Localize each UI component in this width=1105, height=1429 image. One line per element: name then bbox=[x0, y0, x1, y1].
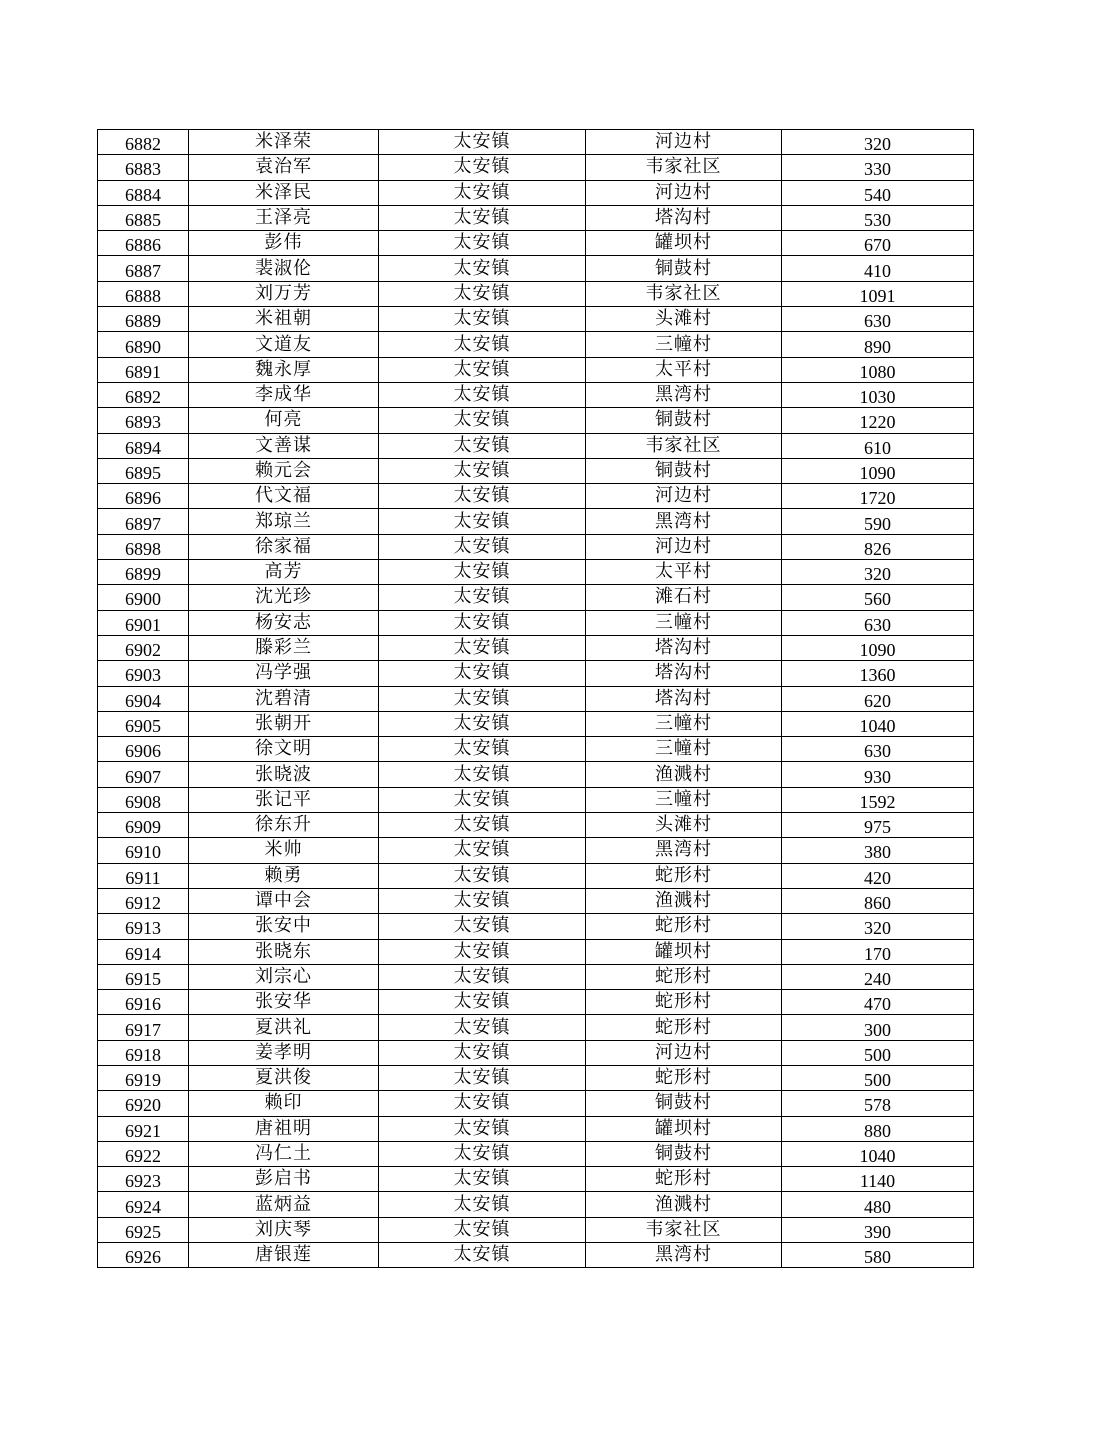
row-name-cell: 徐东升 bbox=[189, 813, 379, 838]
row-name-cell: 徐文明 bbox=[189, 737, 379, 762]
row-village-cell: 韦家社区 bbox=[586, 155, 782, 180]
row-id-cell: 6909 bbox=[98, 813, 189, 838]
row-village-cell: 黑湾村 bbox=[586, 838, 782, 863]
table-row bbox=[98, 686, 974, 711]
row-id-cell: 6897 bbox=[98, 509, 189, 534]
row-name-cell: 张晓东 bbox=[189, 939, 379, 964]
row-id-cell: 6901 bbox=[98, 610, 189, 635]
row-town-cell: 太安镇 bbox=[379, 1192, 586, 1217]
table-row bbox=[98, 1192, 974, 1217]
row-town-cell: 太安镇 bbox=[379, 1141, 586, 1166]
row-name-cell: 彭伟 bbox=[189, 231, 379, 256]
row-name-cell: 谭中会 bbox=[189, 888, 379, 913]
row-town-cell: 太安镇 bbox=[379, 737, 586, 762]
row-name-cell: 张朝开 bbox=[189, 711, 379, 736]
row-name-cell: 刘万芳 bbox=[189, 281, 379, 306]
row-village-cell: 铜鼓村 bbox=[586, 1141, 782, 1166]
row-village-cell: 河边村 bbox=[586, 180, 782, 205]
row-town-cell: 太安镇 bbox=[379, 964, 586, 989]
row-amount-cell: 530 bbox=[782, 205, 974, 230]
table-row bbox=[98, 458, 974, 483]
row-id-cell: 6919 bbox=[98, 1065, 189, 1090]
row-amount-cell: 390 bbox=[782, 1217, 974, 1242]
row-amount-cell: 1220 bbox=[782, 408, 974, 433]
table-row bbox=[98, 711, 974, 736]
row-id-cell: 6900 bbox=[98, 585, 189, 610]
row-village-cell: 三幢村 bbox=[586, 787, 782, 812]
row-amount-cell: 470 bbox=[782, 990, 974, 1015]
table-row bbox=[98, 787, 974, 812]
table-row bbox=[98, 939, 974, 964]
table-row bbox=[98, 1243, 974, 1268]
row-name-cell: 郑琼兰 bbox=[189, 509, 379, 534]
row-town-cell: 太安镇 bbox=[379, 256, 586, 281]
row-village-cell: 蛇形村 bbox=[586, 964, 782, 989]
table-row bbox=[98, 1141, 974, 1166]
row-village-cell: 蛇形村 bbox=[586, 1065, 782, 1090]
row-name-cell: 张安华 bbox=[189, 990, 379, 1015]
row-amount-cell: 1040 bbox=[782, 1141, 974, 1166]
row-name-cell: 米帅 bbox=[189, 838, 379, 863]
row-id-cell: 6910 bbox=[98, 838, 189, 863]
row-name-cell: 夏洪礼 bbox=[189, 1015, 379, 1040]
row-town-cell: 太安镇 bbox=[379, 838, 586, 863]
row-amount-cell: 540 bbox=[782, 180, 974, 205]
row-name-cell: 姜孝明 bbox=[189, 1040, 379, 1065]
row-name-cell: 冯学强 bbox=[189, 661, 379, 686]
table-row bbox=[98, 281, 974, 306]
row-town-cell: 太安镇 bbox=[379, 1243, 586, 1268]
row-id-cell: 6915 bbox=[98, 964, 189, 989]
row-town-cell: 太安镇 bbox=[379, 281, 586, 306]
row-id-cell: 6891 bbox=[98, 357, 189, 382]
row-town-cell: 太安镇 bbox=[379, 813, 586, 838]
table-row bbox=[98, 534, 974, 559]
table-row bbox=[98, 661, 974, 686]
table-row bbox=[98, 888, 974, 913]
row-id-cell: 6911 bbox=[98, 863, 189, 888]
table-row bbox=[98, 231, 974, 256]
row-name-cell: 张记平 bbox=[189, 787, 379, 812]
row-amount-cell: 1090 bbox=[782, 635, 974, 660]
row-name-cell: 高芳 bbox=[189, 560, 379, 585]
row-id-cell: 6924 bbox=[98, 1192, 189, 1217]
row-id-cell: 6917 bbox=[98, 1015, 189, 1040]
row-id-cell: 6896 bbox=[98, 484, 189, 509]
row-name-cell: 徐家福 bbox=[189, 534, 379, 559]
row-amount-cell: 560 bbox=[782, 585, 974, 610]
row-id-cell: 6920 bbox=[98, 1091, 189, 1116]
row-name-cell: 裴淑伦 bbox=[189, 256, 379, 281]
row-name-cell: 彭启书 bbox=[189, 1167, 379, 1192]
row-amount-cell: 500 bbox=[782, 1065, 974, 1090]
row-town-cell: 太安镇 bbox=[379, 661, 586, 686]
row-id-cell: 6913 bbox=[98, 914, 189, 939]
table-row bbox=[98, 560, 974, 585]
row-id-cell: 6889 bbox=[98, 307, 189, 332]
row-town-cell: 太安镇 bbox=[379, 1116, 586, 1141]
row-amount-cell: 380 bbox=[782, 838, 974, 863]
row-name-cell: 袁治军 bbox=[189, 155, 379, 180]
row-village-cell: 河边村 bbox=[586, 1040, 782, 1065]
row-name-cell: 王泽亮 bbox=[189, 205, 379, 230]
row-name-cell: 米泽民 bbox=[189, 180, 379, 205]
table-row bbox=[98, 1116, 974, 1141]
row-id-cell: 6883 bbox=[98, 155, 189, 180]
row-id-cell: 6907 bbox=[98, 762, 189, 787]
table-row bbox=[98, 838, 974, 863]
table-row bbox=[98, 1065, 974, 1090]
row-town-cell: 太安镇 bbox=[379, 610, 586, 635]
row-town-cell: 太安镇 bbox=[379, 130, 586, 155]
table-row bbox=[98, 635, 974, 660]
row-id-cell: 6926 bbox=[98, 1243, 189, 1268]
row-name-cell: 李成华 bbox=[189, 382, 379, 407]
row-village-cell: 太平村 bbox=[586, 560, 782, 585]
row-name-cell: 杨安志 bbox=[189, 610, 379, 635]
row-id-cell: 6902 bbox=[98, 635, 189, 660]
row-town-cell: 太安镇 bbox=[379, 484, 586, 509]
row-town-cell: 太安镇 bbox=[379, 635, 586, 660]
row-name-cell: 魏永厚 bbox=[189, 357, 379, 382]
row-amount-cell: 890 bbox=[782, 332, 974, 357]
row-name-cell: 冯仁土 bbox=[189, 1141, 379, 1166]
row-village-cell: 韦家社区 bbox=[586, 281, 782, 306]
row-name-cell: 滕彩兰 bbox=[189, 635, 379, 660]
row-village-cell: 头滩村 bbox=[586, 307, 782, 332]
row-amount-cell: 630 bbox=[782, 610, 974, 635]
table-row bbox=[98, 737, 974, 762]
row-village-cell: 铜鼓村 bbox=[586, 256, 782, 281]
row-village-cell: 黑湾村 bbox=[586, 1243, 782, 1268]
row-name-cell: 赖勇 bbox=[189, 863, 379, 888]
row-village-cell: 韦家社区 bbox=[586, 1217, 782, 1242]
row-amount-cell: 420 bbox=[782, 863, 974, 888]
row-id-cell: 6912 bbox=[98, 888, 189, 913]
row-village-cell: 铜鼓村 bbox=[586, 1091, 782, 1116]
row-id-cell: 6906 bbox=[98, 737, 189, 762]
row-town-cell: 太安镇 bbox=[379, 560, 586, 585]
row-village-cell: 河边村 bbox=[586, 130, 782, 155]
row-name-cell: 何亮 bbox=[189, 408, 379, 433]
row-town-cell: 太安镇 bbox=[379, 205, 586, 230]
table-row bbox=[98, 610, 974, 635]
row-village-cell: 韦家社区 bbox=[586, 433, 782, 458]
table-row bbox=[98, 1015, 974, 1040]
table-row bbox=[98, 1040, 974, 1065]
row-name-cell: 赖印 bbox=[189, 1091, 379, 1116]
row-id-cell: 6908 bbox=[98, 787, 189, 812]
row-id-cell: 6922 bbox=[98, 1141, 189, 1166]
row-amount-cell: 620 bbox=[782, 686, 974, 711]
row-town-cell: 太安镇 bbox=[379, 357, 586, 382]
row-town-cell: 太安镇 bbox=[379, 914, 586, 939]
row-amount-cell: 500 bbox=[782, 1040, 974, 1065]
table-row bbox=[98, 357, 974, 382]
row-name-cell: 文道友 bbox=[189, 332, 379, 357]
row-id-cell: 6905 bbox=[98, 711, 189, 736]
row-town-cell: 太安镇 bbox=[379, 863, 586, 888]
row-village-cell: 三幢村 bbox=[586, 332, 782, 357]
row-village-cell: 蛇形村 bbox=[586, 914, 782, 939]
row-town-cell: 太安镇 bbox=[379, 180, 586, 205]
row-village-cell: 塔沟村 bbox=[586, 661, 782, 686]
row-id-cell: 6921 bbox=[98, 1116, 189, 1141]
row-town-cell: 太安镇 bbox=[379, 1065, 586, 1090]
row-amount-cell: 1720 bbox=[782, 484, 974, 509]
row-village-cell: 河边村 bbox=[586, 534, 782, 559]
row-name-cell: 米泽荣 bbox=[189, 130, 379, 155]
table-row bbox=[98, 762, 974, 787]
row-village-cell: 三幢村 bbox=[586, 711, 782, 736]
row-amount-cell: 630 bbox=[782, 307, 974, 332]
row-town-cell: 太安镇 bbox=[379, 1015, 586, 1040]
row-amount-cell: 930 bbox=[782, 762, 974, 787]
table-row bbox=[98, 914, 974, 939]
row-village-cell: 罐坝村 bbox=[586, 1116, 782, 1141]
row-id-cell: 6914 bbox=[98, 939, 189, 964]
row-amount-cell: 170 bbox=[782, 939, 974, 964]
row-id-cell: 6887 bbox=[98, 256, 189, 281]
row-id-cell: 6923 bbox=[98, 1167, 189, 1192]
row-town-cell: 太安镇 bbox=[379, 762, 586, 787]
row-village-cell: 头滩村 bbox=[586, 813, 782, 838]
row-amount-cell: 1140 bbox=[782, 1167, 974, 1192]
table-row bbox=[98, 307, 974, 332]
row-id-cell: 6893 bbox=[98, 408, 189, 433]
row-id-cell: 6892 bbox=[98, 382, 189, 407]
row-id-cell: 6903 bbox=[98, 661, 189, 686]
table-row bbox=[98, 433, 974, 458]
table-row bbox=[98, 180, 974, 205]
row-id-cell: 6904 bbox=[98, 686, 189, 711]
row-name-cell: 张晓波 bbox=[189, 762, 379, 787]
row-amount-cell: 670 bbox=[782, 231, 974, 256]
table-row bbox=[98, 205, 974, 230]
row-amount-cell: 480 bbox=[782, 1192, 974, 1217]
row-amount-cell: 590 bbox=[782, 509, 974, 534]
row-amount-cell: 826 bbox=[782, 534, 974, 559]
row-amount-cell: 1360 bbox=[782, 661, 974, 686]
row-id-cell: 6918 bbox=[98, 1040, 189, 1065]
row-amount-cell: 860 bbox=[782, 888, 974, 913]
row-id-cell: 6888 bbox=[98, 281, 189, 306]
row-village-cell: 渔溅村 bbox=[586, 888, 782, 913]
table-row bbox=[98, 813, 974, 838]
row-id-cell: 6898 bbox=[98, 534, 189, 559]
row-town-cell: 太安镇 bbox=[379, 332, 586, 357]
row-town-cell: 太安镇 bbox=[379, 458, 586, 483]
row-town-cell: 太安镇 bbox=[379, 990, 586, 1015]
row-village-cell: 铜鼓村 bbox=[586, 458, 782, 483]
row-name-cell: 代文福 bbox=[189, 484, 379, 509]
row-town-cell: 太安镇 bbox=[379, 382, 586, 407]
row-name-cell: 文善谋 bbox=[189, 433, 379, 458]
row-town-cell: 太安镇 bbox=[379, 534, 586, 559]
row-town-cell: 太安镇 bbox=[379, 307, 586, 332]
table-row bbox=[98, 1167, 974, 1192]
row-id-cell: 6916 bbox=[98, 990, 189, 1015]
row-amount-cell: 1592 bbox=[782, 787, 974, 812]
row-town-cell: 太安镇 bbox=[379, 888, 586, 913]
row-id-cell: 6884 bbox=[98, 180, 189, 205]
row-name-cell: 蓝炳益 bbox=[189, 1192, 379, 1217]
row-town-cell: 太安镇 bbox=[379, 433, 586, 458]
table-row bbox=[98, 863, 974, 888]
row-id-cell: 6885 bbox=[98, 205, 189, 230]
row-name-cell: 夏洪俊 bbox=[189, 1065, 379, 1090]
table-row bbox=[98, 964, 974, 989]
row-town-cell: 太安镇 bbox=[379, 408, 586, 433]
row-town-cell: 太安镇 bbox=[379, 1217, 586, 1242]
row-town-cell: 太安镇 bbox=[379, 231, 586, 256]
row-village-cell: 滩石村 bbox=[586, 585, 782, 610]
row-id-cell: 6925 bbox=[98, 1217, 189, 1242]
row-amount-cell: 630 bbox=[782, 737, 974, 762]
row-amount-cell: 1090 bbox=[782, 458, 974, 483]
row-town-cell: 太安镇 bbox=[379, 1091, 586, 1116]
row-amount-cell: 300 bbox=[782, 1015, 974, 1040]
row-id-cell: 6894 bbox=[98, 433, 189, 458]
row-town-cell: 太安镇 bbox=[379, 1167, 586, 1192]
row-village-cell: 蛇形村 bbox=[586, 863, 782, 888]
row-amount-cell: 320 bbox=[782, 914, 974, 939]
table-row bbox=[98, 408, 974, 433]
row-amount-cell: 410 bbox=[782, 256, 974, 281]
table-row bbox=[98, 256, 974, 281]
row-town-cell: 太安镇 bbox=[379, 711, 586, 736]
row-amount-cell: 578 bbox=[782, 1091, 974, 1116]
row-village-cell: 塔沟村 bbox=[586, 205, 782, 230]
row-amount-cell: 975 bbox=[782, 813, 974, 838]
row-name-cell: 赖元会 bbox=[189, 458, 379, 483]
table-row bbox=[98, 990, 974, 1015]
row-town-cell: 太安镇 bbox=[379, 1040, 586, 1065]
row-amount-cell: 320 bbox=[782, 560, 974, 585]
row-name-cell: 刘庆琴 bbox=[189, 1217, 379, 1242]
row-town-cell: 太安镇 bbox=[379, 686, 586, 711]
row-id-cell: 6895 bbox=[98, 458, 189, 483]
records-body bbox=[98, 130, 974, 1268]
table-row bbox=[98, 382, 974, 407]
row-amount-cell: 880 bbox=[782, 1116, 974, 1141]
row-amount-cell: 610 bbox=[782, 433, 974, 458]
row-amount-cell: 240 bbox=[782, 964, 974, 989]
row-village-cell: 黑湾村 bbox=[586, 382, 782, 407]
row-name-cell: 张安中 bbox=[189, 914, 379, 939]
row-id-cell: 6886 bbox=[98, 231, 189, 256]
row-amount-cell: 580 bbox=[782, 1243, 974, 1268]
table-row bbox=[98, 130, 974, 155]
row-amount-cell: 1091 bbox=[782, 281, 974, 306]
table-row bbox=[98, 585, 974, 610]
row-amount-cell: 1040 bbox=[782, 711, 974, 736]
row-amount-cell: 1030 bbox=[782, 382, 974, 407]
row-name-cell: 沈碧清 bbox=[189, 686, 379, 711]
row-name-cell: 沈光珍 bbox=[189, 585, 379, 610]
row-village-cell: 三幢村 bbox=[586, 737, 782, 762]
row-village-cell: 蛇形村 bbox=[586, 1167, 782, 1192]
row-name-cell: 唐祖明 bbox=[189, 1116, 379, 1141]
row-amount-cell: 1080 bbox=[782, 357, 974, 382]
row-village-cell: 蛇形村 bbox=[586, 990, 782, 1015]
table-row bbox=[98, 155, 974, 180]
row-town-cell: 太安镇 bbox=[379, 787, 586, 812]
row-village-cell: 河边村 bbox=[586, 484, 782, 509]
table-row bbox=[98, 1217, 974, 1242]
row-name-cell: 米祖朝 bbox=[189, 307, 379, 332]
table-row bbox=[98, 484, 974, 509]
row-village-cell: 三幢村 bbox=[586, 610, 782, 635]
row-amount-cell: 330 bbox=[782, 155, 974, 180]
row-village-cell: 太平村 bbox=[586, 357, 782, 382]
row-village-cell: 罐坝村 bbox=[586, 231, 782, 256]
row-town-cell: 太安镇 bbox=[379, 509, 586, 534]
row-town-cell: 太安镇 bbox=[379, 939, 586, 964]
row-village-cell: 塔沟村 bbox=[586, 686, 782, 711]
records-table bbox=[97, 129, 974, 1268]
table-row bbox=[98, 1091, 974, 1116]
table-row bbox=[98, 332, 974, 357]
row-amount-cell: 320 bbox=[782, 130, 974, 155]
row-village-cell: 渔溅村 bbox=[586, 1192, 782, 1217]
table-row bbox=[98, 509, 974, 534]
row-town-cell: 太安镇 bbox=[379, 585, 586, 610]
row-town-cell: 太安镇 bbox=[379, 155, 586, 180]
row-village-cell: 罐坝村 bbox=[586, 939, 782, 964]
row-name-cell: 唐银莲 bbox=[189, 1243, 379, 1268]
row-village-cell: 渔溅村 bbox=[586, 762, 782, 787]
row-id-cell: 6890 bbox=[98, 332, 189, 357]
row-name-cell: 刘宗心 bbox=[189, 964, 379, 989]
row-village-cell: 蛇形村 bbox=[586, 1015, 782, 1040]
row-village-cell: 铜鼓村 bbox=[586, 408, 782, 433]
row-id-cell: 6882 bbox=[98, 130, 189, 155]
row-id-cell: 6899 bbox=[98, 560, 189, 585]
row-village-cell: 塔沟村 bbox=[586, 635, 782, 660]
row-village-cell: 黑湾村 bbox=[586, 509, 782, 534]
